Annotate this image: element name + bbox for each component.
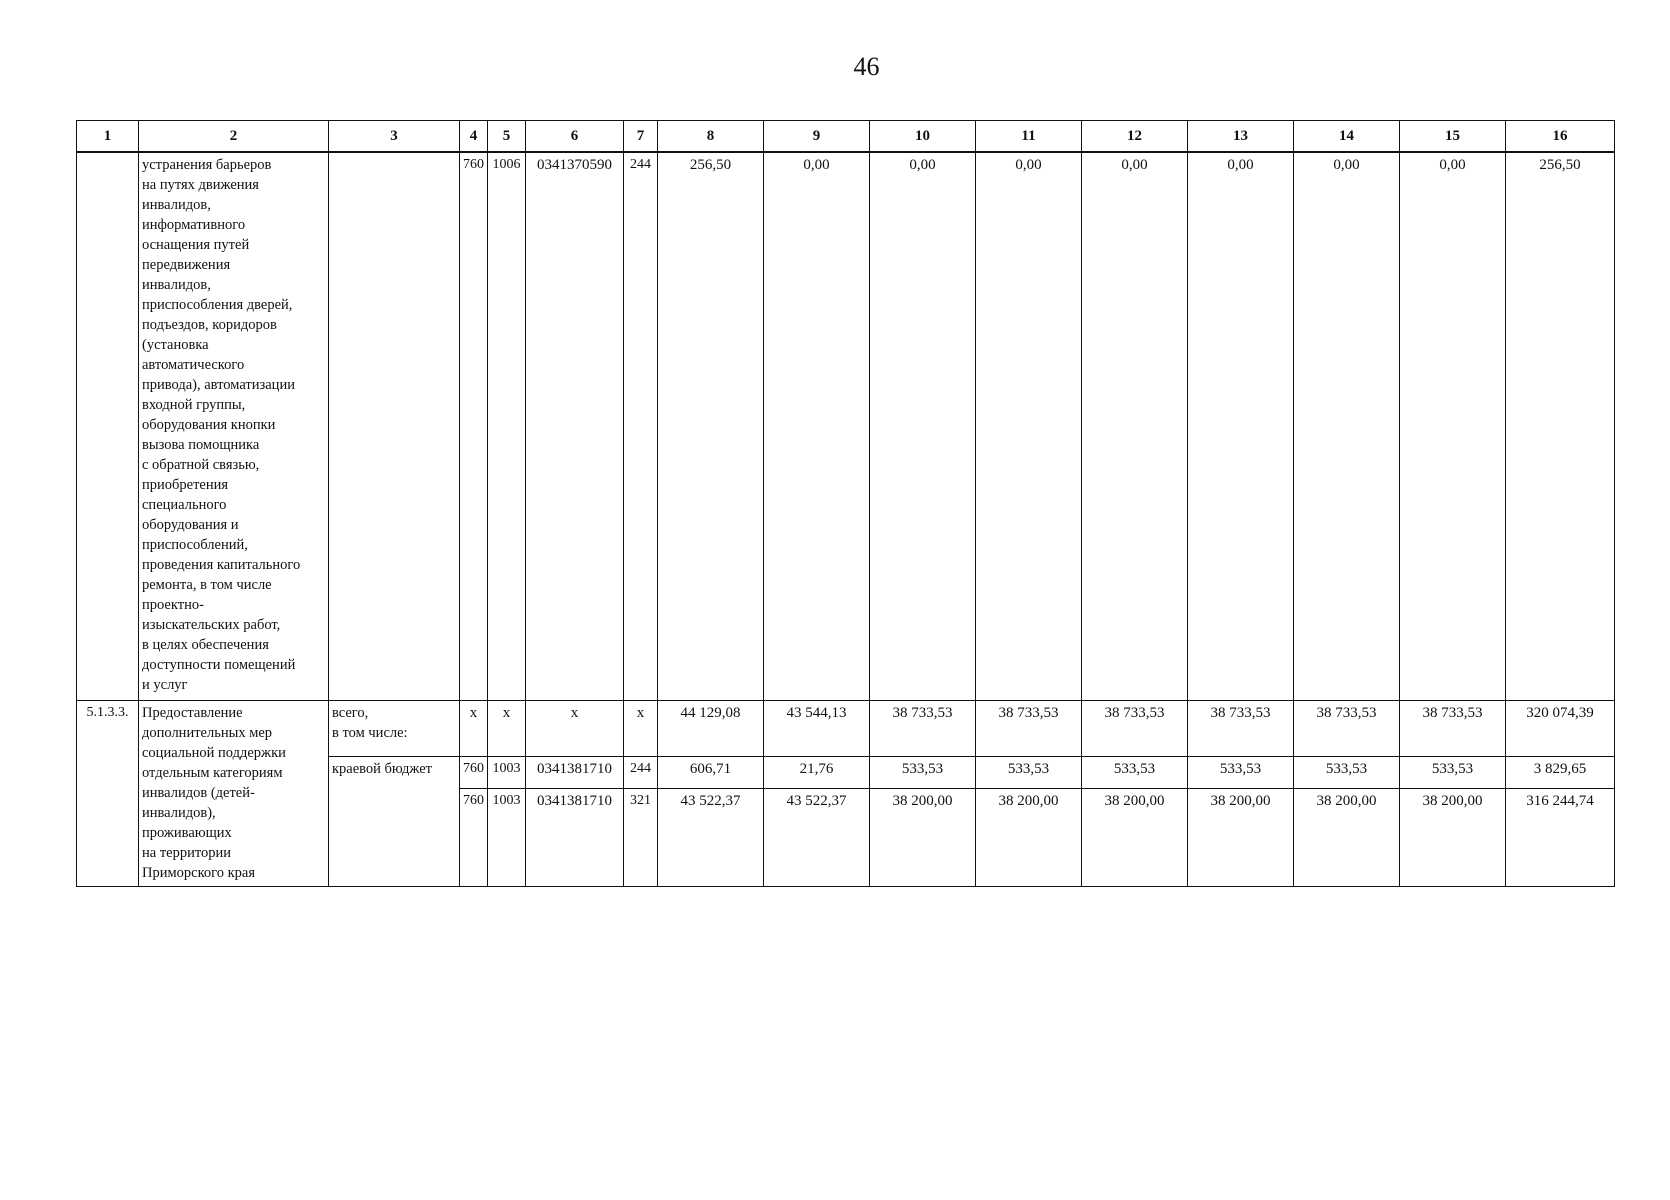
- header-col-3: 3: [329, 121, 460, 153]
- cell-value: 0,00: [1294, 152, 1400, 700]
- header-col-5: 5: [488, 121, 526, 153]
- cell-value: 256,50: [658, 152, 764, 700]
- cell-value: 38 733,53: [976, 700, 1082, 756]
- cell-target-article: 0341381710: [526, 788, 624, 886]
- cell-value: 533,53: [1082, 756, 1188, 788]
- cell-value: 38 200,00: [1082, 788, 1188, 886]
- header-col-10: 10: [870, 121, 976, 153]
- header-col-8: 8: [658, 121, 764, 153]
- header-col-11: 11: [976, 121, 1082, 153]
- cell-grbs: 760: [460, 756, 488, 788]
- cell-value: 0,00: [1082, 152, 1188, 700]
- cell-value: 21,76: [764, 756, 870, 788]
- cell-value-total: 256,50: [1506, 152, 1615, 700]
- table-row-continuation: [77, 152, 1615, 700]
- cell-value-total: 3 829,65: [1506, 756, 1615, 788]
- cell-value: 38 200,00: [1294, 788, 1400, 886]
- cell-code: [77, 152, 139, 700]
- cell-value: 533,53: [1400, 756, 1506, 788]
- cell-value: 38 733,53: [1188, 700, 1294, 756]
- cell-value: 533,53: [870, 756, 976, 788]
- cell-value: 0,00: [764, 152, 870, 700]
- header-col-2: 2: [139, 121, 329, 153]
- header-row: [77, 121, 1615, 153]
- cell-value: 0,00: [1400, 152, 1506, 700]
- cell-value: 43 544,13: [764, 700, 870, 756]
- cell-value: 38 733,53: [1082, 700, 1188, 756]
- header-col-15: 15: [1400, 121, 1506, 153]
- cell-value: 606,71: [658, 756, 764, 788]
- cell-section: x: [488, 700, 526, 756]
- cell-value: 43 522,37: [658, 788, 764, 886]
- cell-value: 44 129,08: [658, 700, 764, 756]
- cell-value: 533,53: [1294, 756, 1400, 788]
- cell-value: 43 522,37: [764, 788, 870, 886]
- table-row-5133-total: [77, 700, 1615, 756]
- cell-value: 38 733,53: [870, 700, 976, 756]
- header-col-13: 13: [1188, 121, 1294, 153]
- cell-grbs: 760: [460, 788, 488, 886]
- budget-table: [76, 120, 1615, 887]
- cell-section: 1006: [488, 152, 526, 700]
- cell-value: 38 200,00: [976, 788, 1082, 886]
- header-col-12: 12: [1082, 121, 1188, 153]
- cell-source: [329, 152, 460, 700]
- cell-value: 38 733,53: [1294, 700, 1400, 756]
- header-col-6: 6: [526, 121, 624, 153]
- page-number: 46: [853, 52, 880, 81]
- cell-expense-type: 244: [624, 152, 658, 700]
- cell-value: 533,53: [1188, 756, 1294, 788]
- cell-expense-type: x: [624, 700, 658, 756]
- cell-code: 5.1.3.3.: [77, 700, 139, 886]
- header-col-16: 16: [1506, 121, 1615, 153]
- cell-value-total: 320 074,39: [1506, 700, 1615, 756]
- cell-value: 533,53: [976, 756, 1082, 788]
- cell-target-article: 0341370590: [526, 152, 624, 700]
- cell-grbs: 760: [460, 152, 488, 700]
- cell-value: 38 733,53: [1400, 700, 1506, 756]
- header-col-14: 14: [1294, 121, 1400, 153]
- cell-grbs: x: [460, 700, 488, 756]
- cell-value-total: 316 244,74: [1506, 788, 1615, 886]
- cell-source: краевой бюджет: [329, 756, 460, 886]
- header-col-1: 1: [77, 121, 139, 153]
- cell-value: 38 200,00: [1188, 788, 1294, 886]
- cell-value: 0,00: [870, 152, 976, 700]
- cell-expense-type: 321: [624, 788, 658, 886]
- cell-target-article: 0341381710: [526, 756, 624, 788]
- cell-expense-type: 244: [624, 756, 658, 788]
- header-col-9: 9: [764, 121, 870, 153]
- cell-section: 1003: [488, 756, 526, 788]
- cell-description: Предоставление дополнительных мер социальной поддержки отдельным категориям инвалидов (детей- инвалидов), проживающих на территории Приморского края: [139, 700, 329, 886]
- cell-section: 1003: [488, 788, 526, 886]
- cell-value: 38 200,00: [1400, 788, 1506, 886]
- header-col-4: 4: [460, 121, 488, 153]
- cell-value: 0,00: [976, 152, 1082, 700]
- cell-value: 38 200,00: [870, 788, 976, 886]
- cell-value: 0,00: [1188, 152, 1294, 700]
- cell-description: устранения барьеров на путях движения инвалидов, информативного оснащения путей передвижения инвалидов, приспособления дверей, подъездов, коридоров (установка автоматического привода), автоматизации входной группы, оборудования кнопки вызова помощника с обратной связью, приобретения специального оборудования и приспособлений, проведения капитального ремонта, в том числе проектно- изыскательских работ, в целях обеспечения доступности помещений и услуг: [139, 152, 329, 700]
- cell-target-article: x: [526, 700, 624, 756]
- header-col-7: 7: [624, 121, 658, 153]
- cell-source: всего, в том числе:: [329, 700, 460, 756]
